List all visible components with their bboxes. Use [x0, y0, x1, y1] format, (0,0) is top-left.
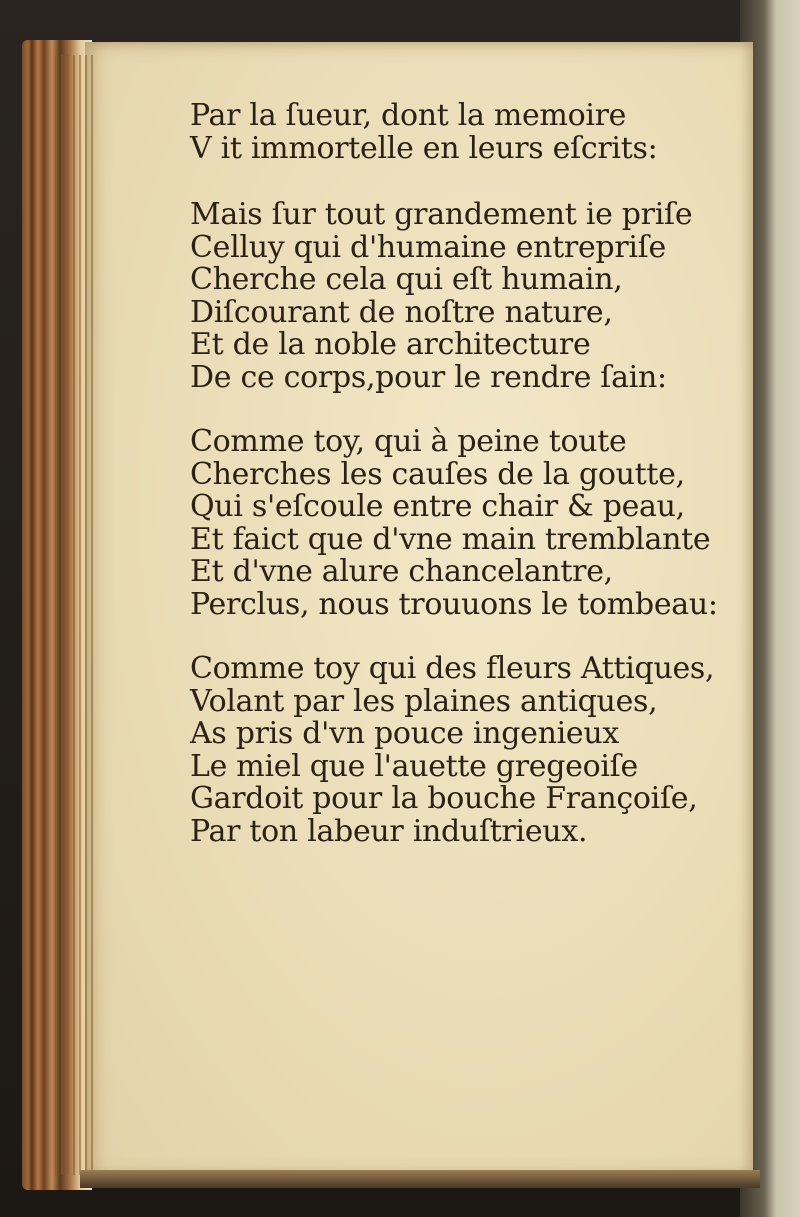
poem-line: Et faict que d'vne main tremblante [190, 521, 711, 557]
poem-line: Et de la noble architecture [190, 327, 591, 362]
poem-line: Comme toy, qui à peine toute [190, 424, 627, 459]
stanza-4 [190, 651, 715, 849]
poem-line: Cherche cela qui eſt humain, [190, 262, 623, 297]
poem-line: Le miel que l'auette gregeoiſe [190, 748, 638, 784]
poem-text [190, 98, 718, 880]
poem-line: Qui s'eſcoule entre chair & peau, [190, 489, 685, 524]
poem-line: Comme toy qui des fleurs Attiques, [190, 651, 715, 686]
poem-line: Perclus, nous trouuons le tombeau: [190, 586, 718, 622]
poem-line: De ce corps,pour le rendre ſain: [190, 359, 667, 395]
poem-line: Mais ſur tout grandement ie priſe [190, 197, 693, 232]
poem-line: Et d'vne alure chancelantre, [190, 554, 613, 589]
page-edges [55, 55, 95, 1175]
poem-line: V it immortelle en leurs eſcrits: [190, 130, 658, 166]
poem-line: Par ton labeur induſtrieux. [190, 813, 588, 849]
poem-line: Volant par les plaines antiques, [190, 683, 658, 719]
stanza-2 [190, 197, 693, 395]
poem-line: Diſcourant de noſtre nature, [190, 294, 613, 330]
stanza-1 [190, 100, 660, 165]
poem-line: As pris d'vn pouce ingenieux [190, 716, 619, 751]
stanza-3 [190, 424, 718, 622]
poem-line: Cherches les cauſes de la goutte, [190, 456, 685, 492]
page-bottom-edge [80, 1170, 760, 1188]
poem-line: Par la ſueur, dont la memoire [190, 98, 627, 133]
poem-line: Celluy qui d'humaine entrepriſe [190, 229, 666, 265]
poem-line: Gardoit pour la bouche Françoiſe, [190, 781, 698, 816]
